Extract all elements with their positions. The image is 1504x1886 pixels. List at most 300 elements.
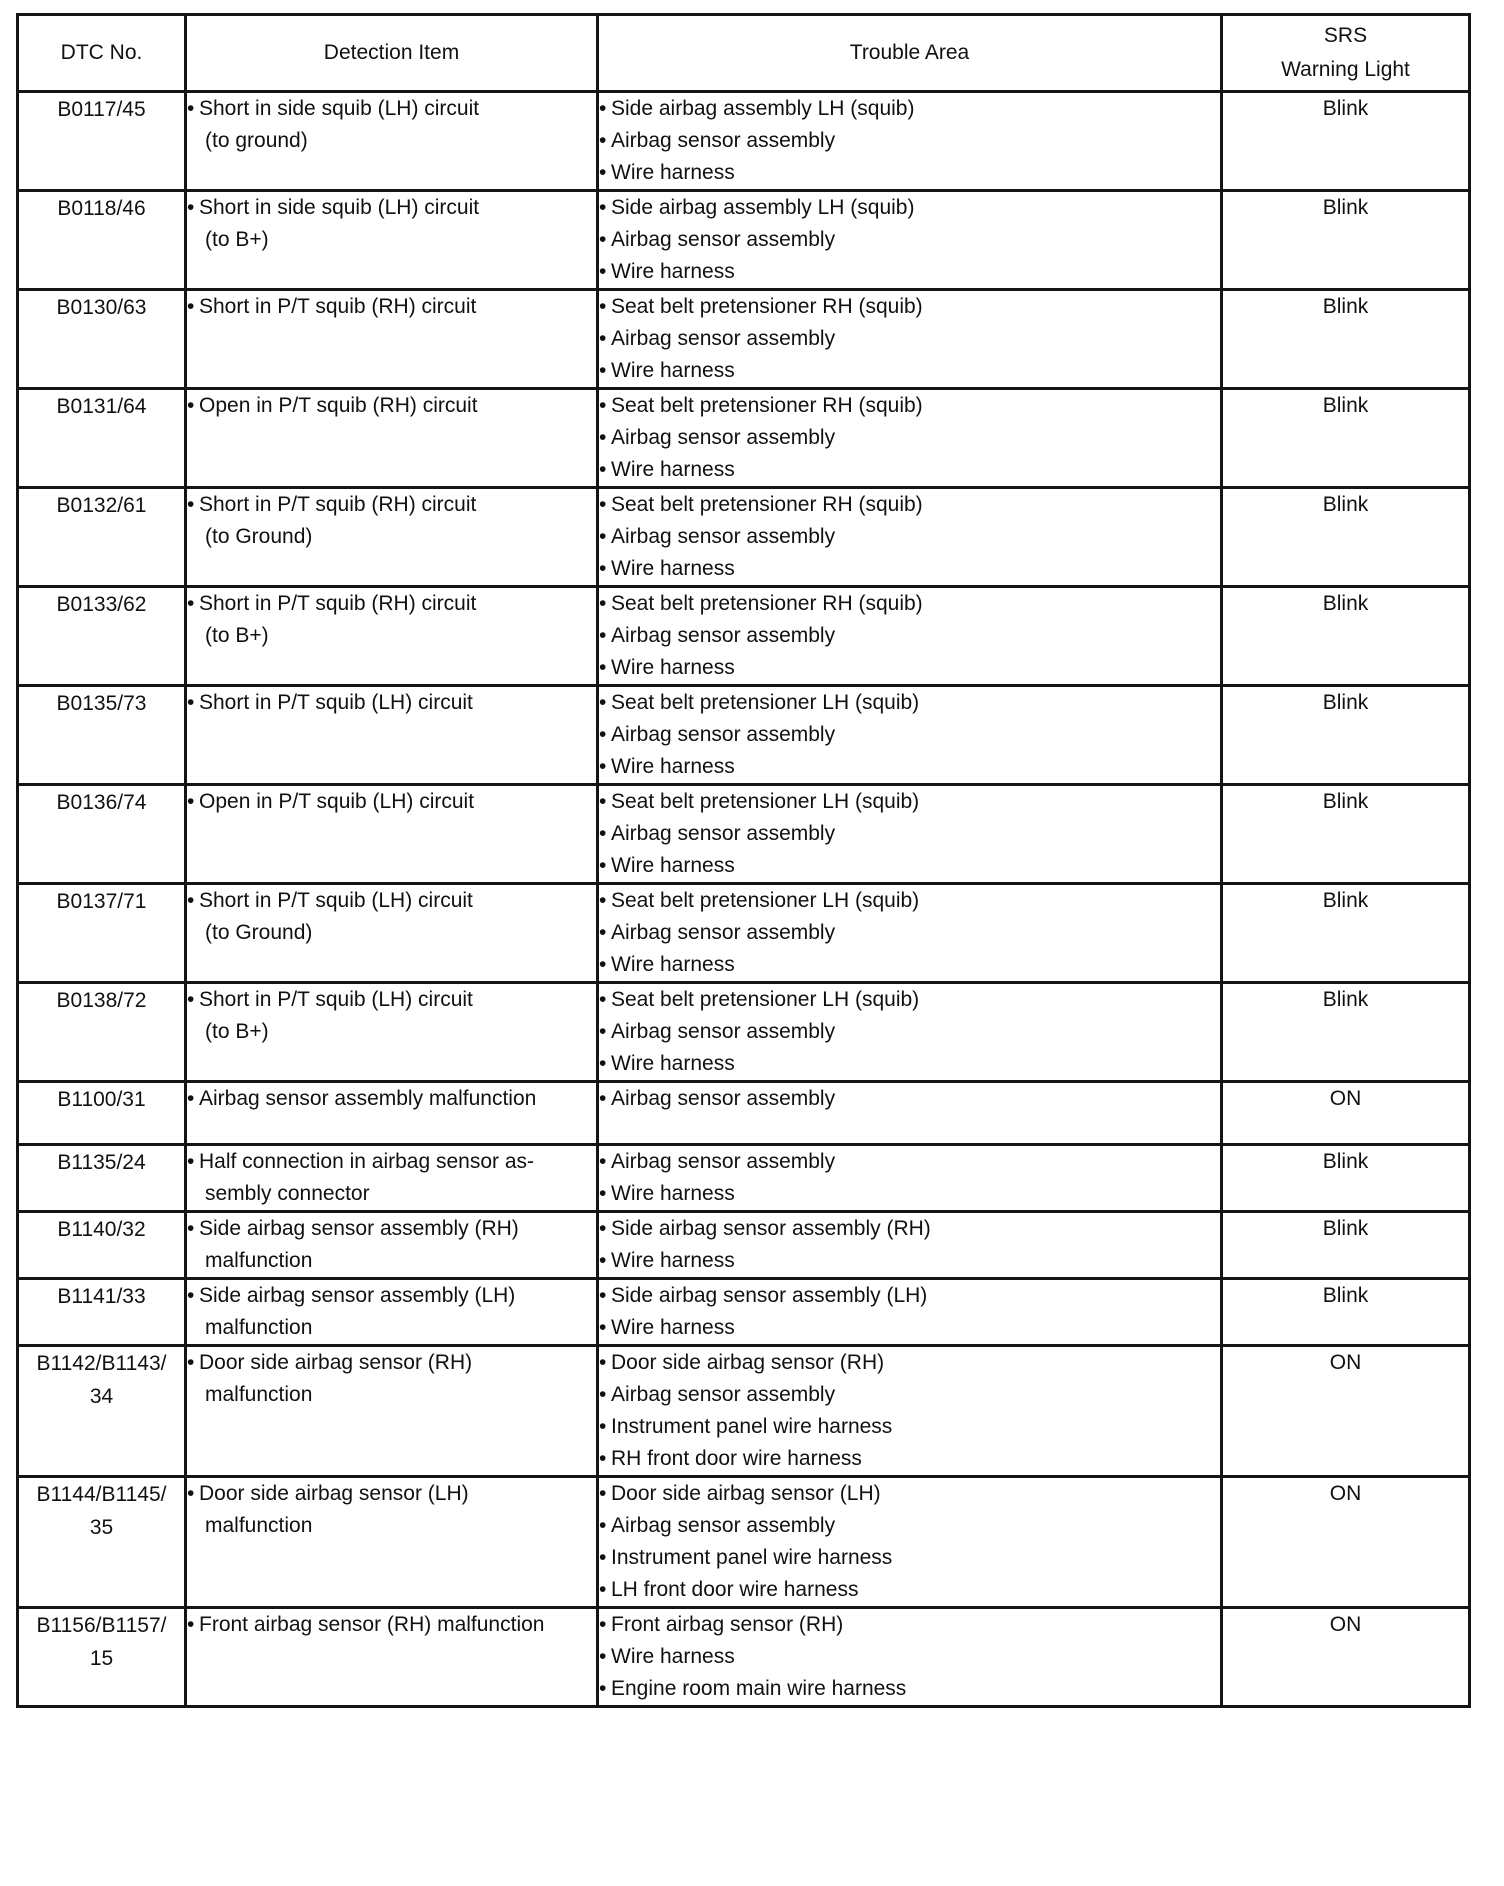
header-dtc-no: DTC No.: [18, 15, 186, 92]
trouble-area-item: [599, 949, 1220, 981]
trouble-area-text: Side airbag assembly LH (squib): [611, 196, 915, 219]
dtc-number: B0136/74: [56, 791, 147, 814]
dtc-cell: [18, 488, 186, 587]
header-srs-line1: SRS: [1323, 24, 1368, 47]
trouble-area-item: [599, 1673, 1220, 1705]
table-row: [18, 1279, 1470, 1346]
detection-text: Door side airbag sensor (RH): [199, 1351, 473, 1374]
trouble-area-item: [599, 1443, 1220, 1475]
detection-cell: [186, 587, 598, 686]
trouble-area-cell: [598, 1279, 1222, 1346]
trouble-area-item: [599, 917, 1220, 949]
detection-text-continued: malfunction: [205, 1383, 313, 1406]
trouble-area-item: [599, 818, 1220, 850]
table-row: [18, 92, 1470, 191]
bullet-icon: •: [599, 196, 607, 219]
detection-text-continued: malfunction: [205, 1249, 313, 1272]
detection-item: [187, 687, 596, 719]
trouble-area-item: [599, 1178, 1220, 1210]
trouble-area-text: RH front door wire harness: [611, 1447, 862, 1470]
srs-warning-light-cell: Blink: [1222, 1145, 1470, 1212]
dtc-number: B1142/B1143/: [36, 1352, 167, 1375]
detection-text: Short in P/T squib (LH) circuit: [199, 988, 473, 1011]
trouble-area-text: Side airbag assembly LH (squib): [611, 97, 915, 120]
bullet-icon: •: [187, 790, 195, 813]
detection-cell: [186, 1477, 598, 1608]
detection-text: Open in P/T squib (RH) circuit: [199, 394, 478, 417]
dtc-number: B0130/63: [56, 296, 147, 319]
detection-item: [187, 291, 596, 323]
trouble-area-text: Wire harness: [611, 953, 735, 976]
bullet-icon: •: [599, 953, 607, 976]
trouble-area-item: [599, 1542, 1220, 1574]
detection-cell: [186, 389, 598, 488]
trouble-area-cell: [598, 1346, 1222, 1477]
dtc-cell: [18, 1212, 186, 1279]
header-srs-warning-light: [1222, 15, 1470, 92]
trouble-area-item: [599, 1609, 1220, 1641]
srs-warning-light-cell: Blink: [1222, 587, 1470, 686]
bullet-icon: •: [599, 1447, 607, 1470]
srs-warning-light-cell: ON: [1222, 1346, 1470, 1477]
dtc-number: B1140/32: [57, 1218, 146, 1241]
trouble-area-item: [599, 291, 1220, 323]
table-row: [18, 587, 1470, 686]
dtc-cell: [18, 1145, 186, 1212]
detection-cell: [186, 1145, 598, 1212]
detection-item: [187, 786, 596, 818]
detection-item: [187, 93, 596, 125]
trouble-area-item: [599, 454, 1220, 486]
table-row: [18, 1608, 1470, 1707]
bullet-icon: •: [187, 493, 195, 516]
trouble-area-cell: [598, 191, 1222, 290]
header-detection-item: Detection Item: [186, 15, 598, 92]
trouble-area-item: [599, 1347, 1220, 1379]
detection-text: Half connection in airbag sensor as-: [199, 1150, 535, 1173]
dtc-cell: [18, 1279, 186, 1346]
trouble-area-cell: [598, 1477, 1222, 1608]
trouble-area-cell: [598, 1145, 1222, 1212]
dtc-cell: [18, 191, 186, 290]
detection-item: [187, 885, 596, 917]
table-row: [18, 785, 1470, 884]
detection-cell: [186, 686, 598, 785]
bullet-icon: •: [187, 1613, 195, 1636]
bullet-icon: •: [599, 1284, 607, 1307]
trouble-area-text: Wire harness: [611, 260, 735, 283]
bullet-icon: •: [599, 426, 607, 449]
detection-text: Short in P/T squib (LH) circuit: [199, 889, 473, 912]
detection-cell: [186, 92, 598, 191]
dtc-cell: [18, 587, 186, 686]
bullet-icon: •: [599, 1645, 607, 1668]
detection-item: [187, 1280, 596, 1312]
dtc-cell: [18, 884, 186, 983]
bullet-icon: •: [187, 1351, 195, 1374]
dtc-cell: [18, 983, 186, 1082]
trouble-area-text: Instrument panel wire harness: [611, 1415, 893, 1438]
detection-text: Short in P/T squib (RH) circuit: [199, 295, 477, 318]
detection-cell: [186, 884, 598, 983]
trouble-area-item: [599, 157, 1220, 189]
trouble-area-item: [599, 687, 1220, 719]
detection-item: [187, 984, 596, 1016]
detection-text: Short in P/T squib (RH) circuit: [199, 493, 477, 516]
bullet-icon: •: [599, 327, 607, 350]
trouble-area-text: Wire harness: [611, 656, 735, 679]
bullet-icon: •: [187, 592, 195, 615]
trouble-area-item: [599, 521, 1220, 553]
header-trouble-area: Trouble Area: [598, 15, 1222, 92]
srs-warning-light-cell: Blink: [1222, 191, 1470, 290]
detection-cell: [186, 290, 598, 389]
dtc-number: B1144/B1145/: [36, 1483, 167, 1506]
detection-cell: [186, 785, 598, 884]
bullet-icon: •: [599, 988, 607, 1011]
trouble-area-item: [599, 719, 1220, 751]
detection-text-continued: (to ground): [205, 129, 308, 152]
bullet-icon: •: [187, 1482, 195, 1505]
trouble-area-item: [599, 850, 1220, 882]
trouble-area-item: [599, 620, 1220, 652]
bullet-icon: •: [599, 260, 607, 283]
detection-item: [187, 1213, 596, 1245]
trouble-area-item: [599, 422, 1220, 454]
srs-warning-light-cell: Blink: [1222, 686, 1470, 785]
table-row: [18, 686, 1470, 785]
trouble-area-item: [599, 355, 1220, 387]
bullet-icon: •: [187, 1150, 195, 1173]
bullet-icon: •: [599, 592, 607, 615]
trouble-area-text: Seat belt pretensioner LH (squib): [611, 790, 920, 813]
trouble-area-text: Airbag sensor assembly: [611, 1087, 836, 1110]
detection-cell: [186, 983, 598, 1082]
bullet-icon: •: [187, 889, 195, 912]
trouble-area-item: [599, 224, 1220, 256]
trouble-area-cell: [598, 92, 1222, 191]
trouble-area-item: [599, 323, 1220, 355]
bullet-icon: •: [599, 228, 607, 251]
bullet-icon: •: [599, 921, 607, 944]
trouble-area-text: Seat belt pretensioner LH (squib): [611, 691, 920, 714]
trouble-area-text: Engine room main wire harness: [611, 1677, 907, 1700]
detection-item: [187, 1609, 596, 1641]
trouble-area-text: Airbag sensor assembly: [611, 129, 836, 152]
detection-text: Door side airbag sensor (LH): [199, 1482, 469, 1505]
detection-item: [187, 1083, 596, 1115]
table-row: [18, 1477, 1470, 1608]
bullet-icon: •: [187, 988, 195, 1011]
bullet-icon: •: [599, 656, 607, 679]
table-row: [18, 488, 1470, 587]
srs-warning-light-cell: Blink: [1222, 785, 1470, 884]
trouble-area-item: [599, 751, 1220, 783]
bullet-icon: •: [599, 1546, 607, 1569]
detection-cell: [186, 488, 598, 587]
bullet-icon: •: [599, 557, 607, 580]
detection-text-continued: (to B+): [205, 1020, 269, 1043]
bullet-icon: •: [599, 624, 607, 647]
trouble-area-item: [599, 1048, 1220, 1080]
srs-warning-light-cell: Blink: [1222, 290, 1470, 389]
srs-warning-light-cell: Blink: [1222, 1212, 1470, 1279]
detection-cell: [186, 1082, 598, 1145]
detection-text-continued: sembly connector: [205, 1182, 370, 1205]
dtc-cell: [18, 785, 186, 884]
bullet-icon: •: [599, 1316, 607, 1339]
table-row: [18, 983, 1470, 1082]
trouble-area-text: Wire harness: [611, 557, 735, 580]
detection-item: [187, 390, 596, 422]
trouble-area-text: Airbag sensor assembly: [611, 921, 836, 944]
detection-text: Short in P/T squib (LH) circuit: [199, 691, 473, 714]
detection-cell: [186, 1279, 598, 1346]
trouble-area-text: Seat belt pretensioner LH (squib): [611, 889, 920, 912]
dtc-cell: [18, 1608, 186, 1707]
bullet-icon: •: [599, 755, 607, 778]
dtc-cell: [18, 686, 186, 785]
trouble-area-item: [599, 588, 1220, 620]
dtc-number: B1141/33: [57, 1285, 146, 1308]
dtc-number: B0137/71: [56, 890, 147, 913]
table-row: [18, 1212, 1470, 1279]
bullet-icon: •: [599, 1217, 607, 1240]
trouble-area-item: [599, 1312, 1220, 1344]
srs-warning-light-cell: Blink: [1222, 389, 1470, 488]
trouble-area-cell: [598, 1212, 1222, 1279]
bullet-icon: •: [187, 295, 195, 318]
table-row: [18, 389, 1470, 488]
table-row: [18, 290, 1470, 389]
detection-cell: [186, 1212, 598, 1279]
bullet-icon: •: [599, 161, 607, 184]
header-row: [18, 15, 1470, 92]
detection-item: [187, 192, 596, 224]
dtc-cell: [18, 290, 186, 389]
detection-item: [187, 1146, 596, 1178]
detection-item: [187, 588, 596, 620]
bullet-icon: •: [599, 1482, 607, 1505]
bullet-icon: •: [599, 1087, 607, 1110]
trouble-area-text: LH front door wire harness: [611, 1578, 859, 1601]
bullet-icon: •: [599, 1020, 607, 1043]
bullet-icon: •: [599, 854, 607, 877]
trouble-area-text: Airbag sensor assembly: [611, 1020, 836, 1043]
trouble-area-cell: [598, 488, 1222, 587]
trouble-area-cell: [598, 983, 1222, 1082]
detection-text-continued: malfunction: [205, 1316, 313, 1339]
bullet-icon: •: [599, 394, 607, 417]
trouble-area-item: [599, 1478, 1220, 1510]
detection-cell: [186, 1608, 598, 1707]
detection-text: Side airbag sensor assembly (LH): [199, 1284, 516, 1307]
bullet-icon: •: [187, 394, 195, 417]
dtc-cell: [18, 92, 186, 191]
detection-text: Open in P/T squib (LH) circuit: [199, 790, 475, 813]
bullet-icon: •: [599, 1249, 607, 1272]
trouble-area-item: [599, 1245, 1220, 1277]
trouble-area-text: Airbag sensor assembly: [611, 1383, 836, 1406]
dtc-cell: [18, 1082, 186, 1145]
detection-text: Airbag sensor assembly malfunction: [199, 1087, 537, 1110]
trouble-area-text: Wire harness: [611, 1182, 735, 1205]
bullet-icon: •: [599, 1052, 607, 1075]
trouble-area-cell: [598, 389, 1222, 488]
trouble-area-item: [599, 390, 1220, 422]
bullet-icon: •: [599, 889, 607, 912]
detection-text: Short in side squib (LH) circuit: [199, 196, 480, 219]
trouble-area-text: Door side airbag sensor (LH): [611, 1482, 881, 1505]
detection-item: [187, 1347, 596, 1379]
trouble-area-item: [599, 1083, 1220, 1115]
bullet-icon: •: [599, 1613, 607, 1636]
table-row: [18, 1346, 1470, 1477]
trouble-area-item: [599, 786, 1220, 818]
bullet-icon: •: [599, 1677, 607, 1700]
detection-item: [187, 489, 596, 521]
bullet-icon: •: [599, 1383, 607, 1406]
trouble-area-text: Wire harness: [611, 854, 735, 877]
trouble-area-text: Instrument panel wire harness: [611, 1546, 893, 1569]
trouble-area-text: Wire harness: [611, 359, 735, 382]
trouble-area-text: Wire harness: [611, 1316, 735, 1339]
dtc-number: B0135/73: [56, 692, 147, 715]
dtc-number: B1135/24: [57, 1151, 146, 1174]
bullet-icon: •: [599, 295, 607, 318]
trouble-area-item: [599, 553, 1220, 585]
trouble-area-cell: [598, 587, 1222, 686]
trouble-area-text: Wire harness: [611, 1052, 735, 1075]
srs-warning-light-cell: Blink: [1222, 488, 1470, 587]
dtc-number: B0131/64: [56, 395, 147, 418]
detection-text-continued: malfunction: [205, 1514, 313, 1537]
trouble-area-item: [599, 1016, 1220, 1048]
srs-warning-light-cell: Blink: [1222, 92, 1470, 191]
bullet-icon: •: [187, 691, 195, 714]
trouble-area-text: Wire harness: [611, 755, 735, 778]
trouble-area-item: [599, 1280, 1220, 1312]
srs-warning-light-cell: Blink: [1222, 1279, 1470, 1346]
dtc-table: [16, 13, 1471, 1708]
dtc-number: B0118/46: [57, 197, 146, 220]
trouble-area-item: [599, 1510, 1220, 1542]
bullet-icon: •: [187, 1087, 195, 1110]
bullet-icon: •: [599, 1514, 607, 1537]
dtc-cell: [18, 1477, 186, 1608]
detection-text-continued: (to Ground): [205, 921, 313, 944]
dtc-number: 34: [89, 1385, 114, 1408]
trouble-area-cell: [598, 290, 1222, 389]
trouble-area-cell: [598, 785, 1222, 884]
detection-text: Short in side squib (LH) circuit: [199, 97, 480, 120]
detection-item: [187, 1478, 596, 1510]
bullet-icon: •: [599, 525, 607, 548]
dtc-number: B0133/62: [56, 593, 147, 616]
bullet-icon: •: [599, 129, 607, 152]
trouble-area-item: [599, 125, 1220, 157]
trouble-area-text: Seat belt pretensioner RH (squib): [611, 394, 923, 417]
srs-warning-light-cell: ON: [1222, 1477, 1470, 1608]
trouble-area-cell: [598, 686, 1222, 785]
detection-cell: [186, 191, 598, 290]
trouble-area-cell: [598, 1082, 1222, 1145]
bullet-icon: •: [187, 196, 195, 219]
table-body: [18, 92, 1470, 1707]
trouble-area-text: Airbag sensor assembly: [611, 822, 836, 845]
srs-warning-light-cell: Blink: [1222, 884, 1470, 983]
dtc-number: B0138/72: [56, 989, 147, 1012]
bullet-icon: •: [599, 723, 607, 746]
bullet-icon: •: [187, 97, 195, 120]
bullet-icon: •: [187, 1284, 195, 1307]
trouble-area-text: Airbag sensor assembly: [611, 1150, 836, 1173]
dtc-number: B1100/31: [57, 1088, 146, 1111]
dtc-number: 35: [89, 1516, 114, 1539]
trouble-area-text: Door side airbag sensor (RH): [611, 1351, 885, 1374]
trouble-area-text: Airbag sensor assembly: [611, 1514, 836, 1537]
detection-text-continued: (to Ground): [205, 525, 313, 548]
table-row: [18, 1082, 1470, 1145]
trouble-area-text: Side airbag sensor assembly (RH): [611, 1217, 931, 1240]
bullet-icon: •: [599, 822, 607, 845]
trouble-area-item: [599, 1379, 1220, 1411]
srs-warning-light-cell: Blink: [1222, 983, 1470, 1082]
trouble-area-item: [599, 885, 1220, 917]
trouble-area-item: [599, 192, 1220, 224]
trouble-area-item: [599, 984, 1220, 1016]
detection-text: Short in P/T squib (RH) circuit: [199, 592, 477, 615]
detection-text-continued: (to B+): [205, 228, 269, 251]
trouble-area-text: Wire harness: [611, 458, 735, 481]
dtc-number: B1156/B1157/: [36, 1614, 167, 1637]
trouble-area-text: Airbag sensor assembly: [611, 327, 836, 350]
srs-warning-light-cell: ON: [1222, 1082, 1470, 1145]
trouble-area-text: Airbag sensor assembly: [611, 525, 836, 548]
trouble-area-text: Side airbag sensor assembly (LH): [611, 1284, 928, 1307]
bullet-icon: •: [599, 1578, 607, 1601]
trouble-area-text: Seat belt pretensioner RH (squib): [611, 295, 923, 318]
bullet-icon: •: [599, 493, 607, 516]
detection-cell: [186, 1346, 598, 1477]
trouble-area-text: Seat belt pretensioner LH (squib): [611, 988, 920, 1011]
trouble-area-item: [599, 489, 1220, 521]
trouble-area-text: Airbag sensor assembly: [611, 723, 836, 746]
bullet-icon: •: [599, 1182, 607, 1205]
trouble-area-cell: [598, 884, 1222, 983]
bullet-icon: •: [599, 359, 607, 382]
bullet-icon: •: [599, 1415, 607, 1438]
trouble-area-text: Seat belt pretensioner RH (squib): [611, 493, 923, 516]
detection-text: Side airbag sensor assembly (RH): [199, 1217, 519, 1240]
trouble-area-item: [599, 1146, 1220, 1178]
bullet-icon: •: [599, 790, 607, 813]
trouble-area-text: Front airbag sensor (RH): [611, 1613, 844, 1636]
trouble-area-text: Airbag sensor assembly: [611, 624, 836, 647]
dtc-cell: [18, 389, 186, 488]
bullet-icon: •: [599, 691, 607, 714]
table-row: [18, 884, 1470, 983]
trouble-area-text: Wire harness: [611, 1249, 735, 1272]
bullet-icon: •: [599, 1351, 607, 1374]
trouble-area-text: Airbag sensor assembly: [611, 228, 836, 251]
trouble-area-cell: [598, 1608, 1222, 1707]
trouble-area-text: Airbag sensor assembly: [611, 426, 836, 449]
bullet-icon: •: [599, 1150, 607, 1173]
trouble-area-item: [599, 1411, 1220, 1443]
dtc-number: B0117/45: [57, 98, 146, 121]
trouble-area-text: Seat belt pretensioner RH (squib): [611, 592, 923, 615]
